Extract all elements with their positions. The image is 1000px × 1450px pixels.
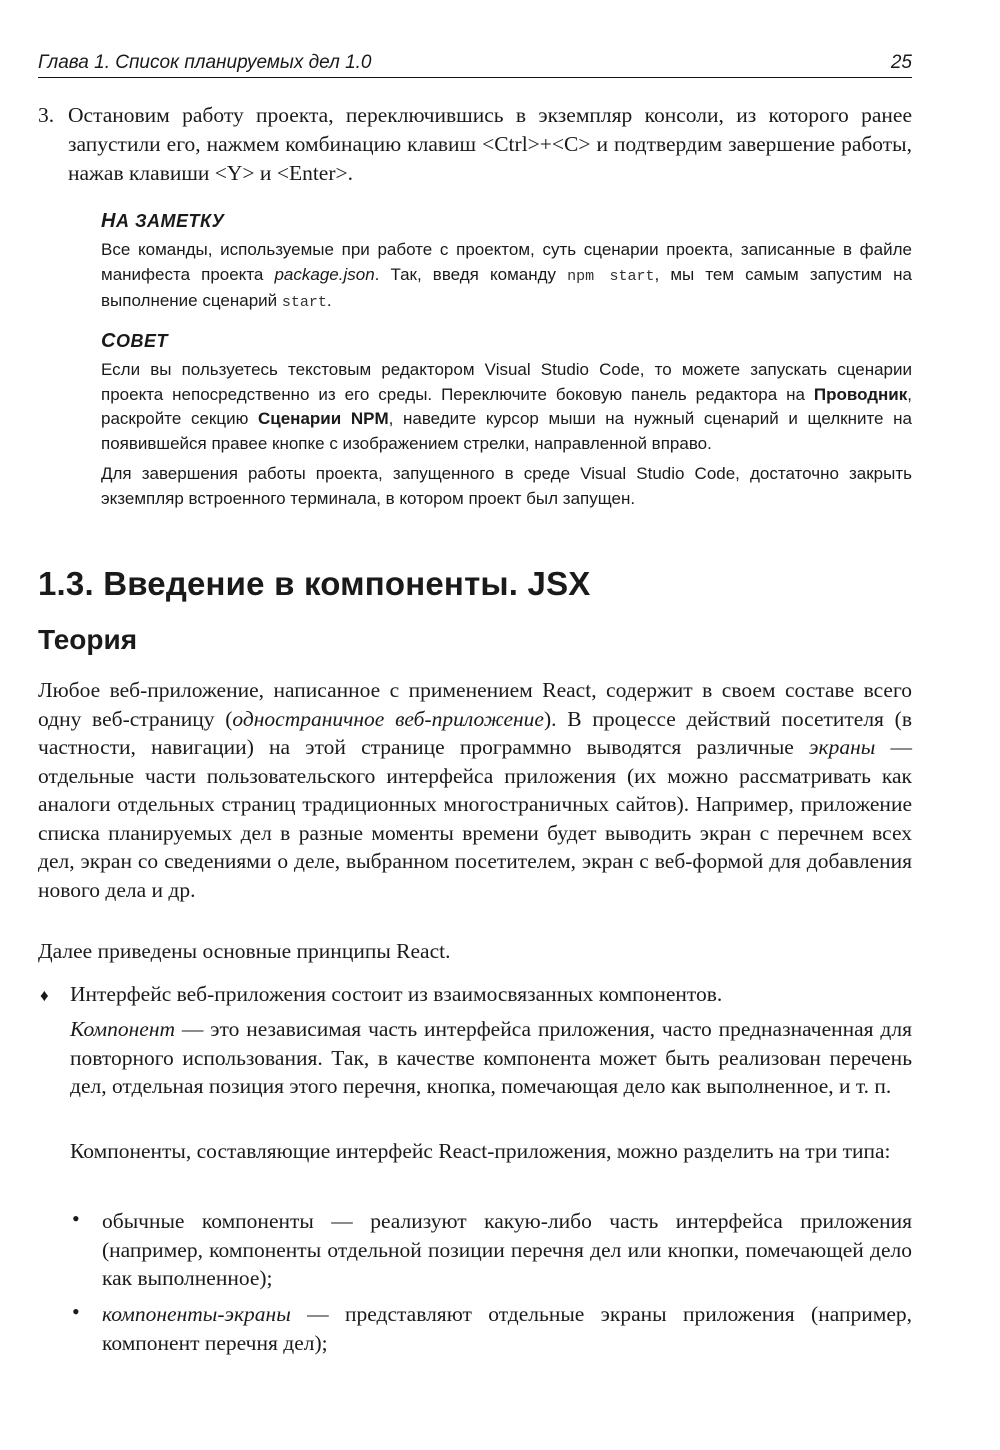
list-item: обычные компоненты — реализуют какую-либо часть интерфейса приложения (например, компоненты отдельной позиции перечня дел или кнопки, помечающей дело как выполненное); [102,1209,912,1290]
note-text: Все команды, используемые при работе с проектом, суть сценарии проекта, записанные в файле манифеста проекта package.json. Так, введя команду npm start, мы тем самым запустим на выполнение сценарий start. [101,240,912,311]
bullet-icon: • [72,1206,80,1231]
section-title: 1.3. Введение в компоненты. JSX [38,565,591,602]
principle-text: Интерфейс веб-приложения состоит из взаимосвязанных компонентов. [70,982,723,1006]
section-heading [38,565,912,603]
page-number: 25 [890,52,912,73]
paragraph: Компоненты, составляющие интерфейс React-приложения, можно разделить на три типа: [70,1139,891,1163]
tip-paragraph: Для завершения работы проекта, запущенного в среде Visual Studio Code, достаточно закрыть экземпляр встроенного терминала, в котором проект был запущен. [101,464,912,508]
item-number: 3. [38,103,55,127]
subsection-title: Теория [38,624,138,655]
diamond-bullet-icon: ♦ [40,986,49,1005]
numbered-item [38,101,912,188]
running-header [38,52,912,78]
item-text: Остановим работу проекта, переключившись в экземпляр консоли, из которого ранее запустили его, нажмем комбинацию клавиш <Ctrl>+<C> и подтвердим завершение работы, нажав клавиши <Y> и <Enter>. [68,103,912,185]
chapter-title: Глава 1. Список планируемых дел 1.0 [38,52,372,73]
paragraph: Далее приведены основные принципы React. [38,939,451,963]
subsection-heading [38,624,912,656]
list-item: компоненты-экраны — представляют отдельные экраны приложения (например, компонент перечня дел); [102,1302,912,1355]
paragraph: Любое веб-приложение, написанное с применением React, содержит в своем составе всего одну веб-страницу (одностраничное веб-приложение). В процессе действий посетителя (в частности, навигации) на этой странице программно выводятся различные экраны — отдельные части пользовательского интерфейса приложения (их можно рассматривать как аналоги отдельных страниц традиционных многостраничных сайтов). Например, приложение списка планируемых дел в разные моменты времени будет выводить экран с перечнем всех дел, экран со сведениями о деле, выбранном посетителем, экран с веб-формой для добавления нового дела и др. [38,678,912,902]
note-title: НА ЗАМЕТКУ [101,210,225,232]
tip-paragraph: Если вы пользуетесь текстовым редактором Visual Studio Code, то можете запускать сценарии проекта непосредственно из его среды. Переключите боковую панель редактора на Проводник, раскройте секцию Сценарии NPM, наведите курсор мыши на нужный сценарий и щелкните на появившейся правее кнопке с изображением стрелки, направленной вправо. [101,360,913,453]
tip-title: СОВЕТ [101,330,168,352]
note-box [101,210,912,316]
tip-box [101,330,912,511]
bullet-icon: • [72,1299,80,1324]
definition-paragraph: Компонент — это независимая часть интерфейса приложения, часто предназначенная для повторного использования. Так, в качестве компонента может быть реализован перечень дел, отдельная позиция этого перечня, кнопка, помечающая дело как выполненное, и т. п. [70,1017,912,1098]
